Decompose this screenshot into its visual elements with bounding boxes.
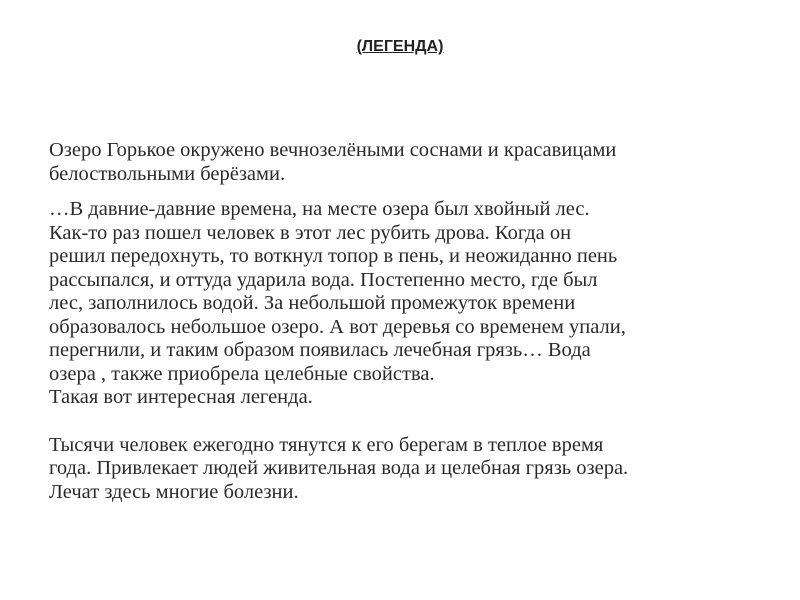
paragraph-spacer xyxy=(49,410,769,434)
slide-title: (ЛЕГЕНДА) xyxy=(356,38,444,55)
paragraph-spacer xyxy=(49,186,769,198)
slide-body xyxy=(49,139,769,504)
paragraph-intro: Озеро Горькое окружено вечнозелёными соснами и красавицами белоствольными берёзами. xyxy=(49,139,617,185)
paragraph-legend: …В давние-давние времена, на месте озера был хвойный лес. Как-то раз пошел человек в этот лес рубить дрова. Когда он решил передохнуть, то воткнул топор в пень, и неожиданно пень рассыпался, и оттуда ударила вода. Постепенно место, где был лес, заполнилось водой. За небольшой промежуток времени образовалось небольшое озеро. А вот деревья со временем упали, перегнили, и таким образом появилась лечебная грязь… Вода озера , также приобрела целебные свойства. Такая вот интересная легенда. xyxy=(49,198,626,408)
paragraph-visitors: Тысячи человек ежегодно тянутся к его берегам в теплое время года. Привлекает людей живительная вода и целебная грязь озера. Лечат здесь многие болезни. xyxy=(49,433,629,503)
